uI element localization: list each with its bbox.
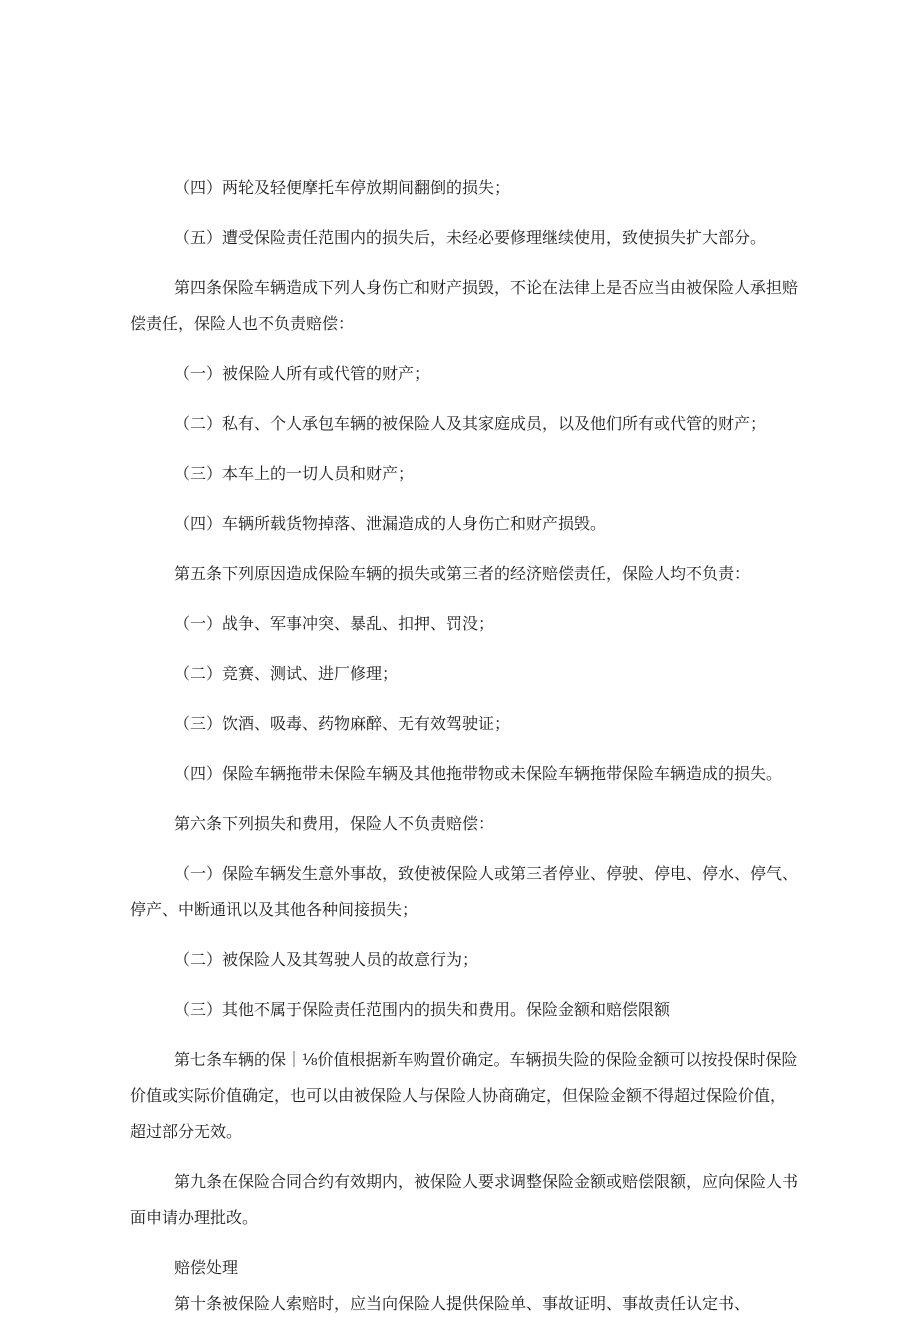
article-6-item-2: （二）被保险人及其驾驶人员的故意行为； (174, 950, 479, 969)
article-4-item-4: （四）车辆所载货物掉落、泄漏造成的人身伤亡和财产损毁。 (174, 514, 607, 533)
article-4-item-1: （一）被保险人所有或代管的财产； (174, 364, 431, 383)
article-4-item-3: （三）本车上的一切人员和财产； (174, 464, 415, 483)
clause-4-5: （五）遭受保险责任范围内的损失后，未经必要修理继续使用，致使损失扩大部分。 (174, 228, 767, 247)
article-10: 第十条被保险人索赔时，应当向保险人提供保险单、事故证明、事故责任认定书、 (174, 1294, 751, 1313)
article-6: 第六条下列损失和费用，保险人不负责赔偿： (174, 814, 495, 833)
clause-4-4: （四）两轮及轻便摩托车停放期间翻倒的损失； (174, 178, 511, 197)
article-5-item-3: （三）饮酒、吸毒、药物麻醉、无有效驾驶证； (174, 714, 511, 733)
article-5-item-1: （一）战争、军事冲突、暴乱、扣押、罚没； (174, 614, 495, 633)
section-heading-claims: 赔偿处理 (174, 1258, 239, 1277)
article-4: 第四条保险车辆造成下列人身伤亡和财产损毁，不论在法律上是否应当由被保险人承担赔偿责任，保险人也不负责赔偿： (130, 278, 799, 333)
article-6-item-1: （一）保险车辆发生意外事故，致使被保险人或第三者停业、停驶、停电、停水、停气、停产、中断通讯以及其他各种间接损失； (130, 864, 799, 919)
article-6-item-3: （三）其他不属于保险责任范围内的损失和费用。保险金额和赔偿限额 (174, 1000, 671, 1019)
article-4-item-2: （二）私有、个人承包车辆的被保险人及其家庭成员，以及他们所有或代管的财产； (174, 414, 767, 433)
article-5-item-2: （二）竞赛、测试、进厂修理； (174, 664, 399, 683)
document-body (130, 170, 800, 1322)
article-7: 第七条车辆的保｜⅛价值根据新车购置价确定。车辆损失险的保险金额可以按投保时保险价值或实际价值确定，也可以由被保险人与保险人协商确定，但保险金额不得超过保险价值，超过部分无效。 (130, 1050, 798, 1141)
article-9: 第九条在保险合同合约有效期内，被保险人要求调整保险金额或赔偿限额，应向保险人书面申请办理批改。 (130, 1172, 799, 1227)
article-5-item-4: （四）保险车辆拖带未保险车辆及其他拖带物或未保险车辆拖带保险车辆造成的损失。 (174, 764, 783, 783)
article-5: 第五条下列原因造成保险车辆的损失或第三者的经济赔偿责任，保险人均不负责： (174, 564, 751, 583)
